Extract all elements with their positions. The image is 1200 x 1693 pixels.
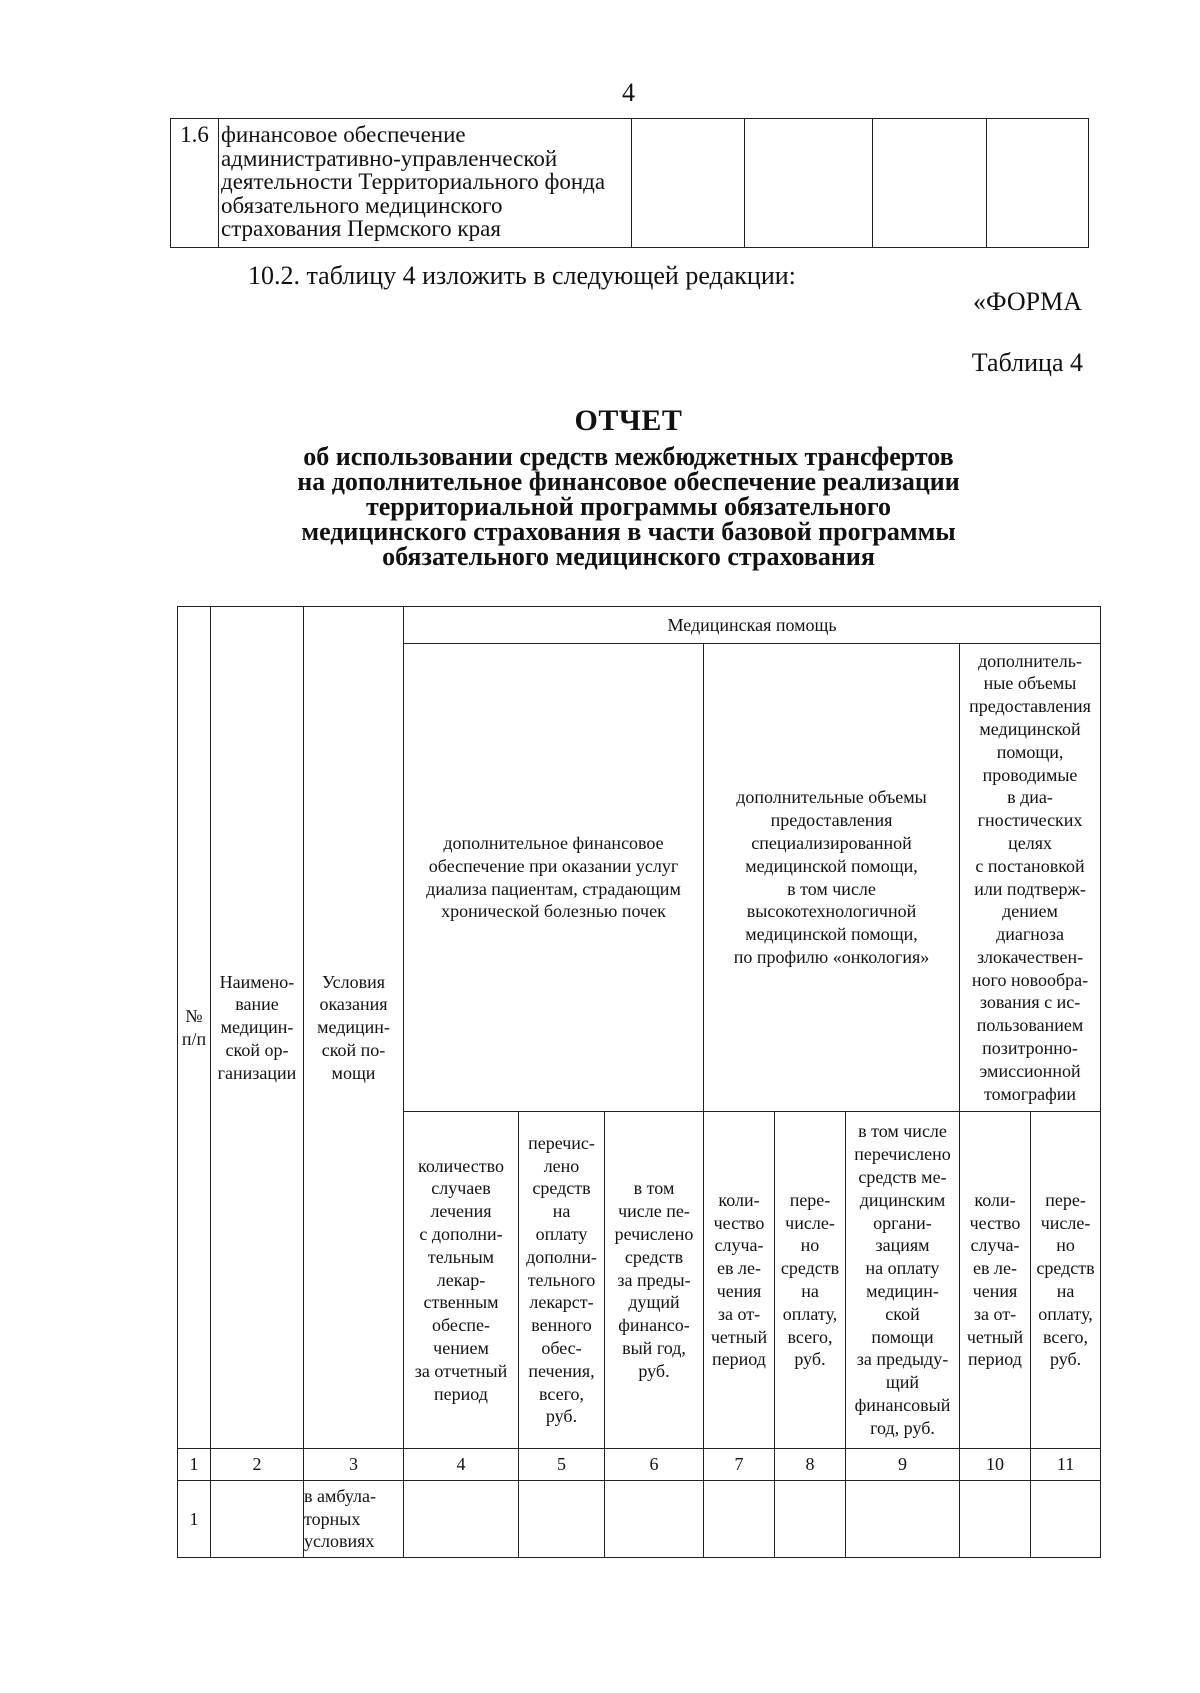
- text-line: территориальной программы обязательного: [365, 492, 891, 521]
- text-line: дущий: [628, 1292, 680, 1313]
- row-description: [219, 119, 632, 248]
- text-line: на оплату: [865, 1258, 940, 1279]
- instruction-text: 10.2. таблицу 4 изложить в следующей редакции:: [248, 261, 796, 290]
- text-line: медицинской помощи,: [745, 924, 918, 945]
- text-line: предоставления: [770, 810, 893, 831]
- report-table: [177, 606, 1101, 1558]
- text-line: органи-: [873, 1212, 932, 1233]
- text-line: Условия: [322, 971, 385, 992]
- text-line: диагноза: [996, 924, 1064, 945]
- text-line: случаев: [431, 1178, 491, 1199]
- text-line: ской по-: [321, 1039, 386, 1060]
- header-medical-care: Медицинская помощь: [404, 607, 1101, 644]
- text-line: за от-: [973, 1303, 1017, 1324]
- text-line: пере-: [789, 1189, 831, 1210]
- text-line: числе-: [785, 1212, 835, 1233]
- text-line: обеспе-: [432, 1315, 490, 1336]
- column-number-row: [178, 1449, 1101, 1481]
- empty-cell: [846, 1481, 960, 1558]
- empty-cell: [605, 1481, 704, 1558]
- text-line: дением: [1002, 901, 1058, 922]
- subheader-col11: [1031, 1112, 1101, 1449]
- text-line: речислено: [614, 1224, 694, 1244]
- text-line: но: [800, 1235, 820, 1256]
- empty-cell: [987, 119, 1089, 248]
- text-line: перечис-: [528, 1132, 595, 1153]
- text-line: за отчетный: [414, 1360, 508, 1381]
- text-line: четный: [966, 1326, 1024, 1347]
- text-line: чением: [433, 1337, 489, 1358]
- text-line: вый год,: [622, 1337, 686, 1358]
- text-line: лечения: [430, 1201, 492, 1222]
- empty-cell: [704, 1481, 775, 1558]
- row-number: 1: [178, 1481, 211, 1558]
- text-line: руб.: [1049, 1349, 1082, 1370]
- text-line: обязательного медицинского страхования: [382, 542, 875, 571]
- column-number: 2: [211, 1449, 304, 1481]
- row-number: 1.6: [171, 119, 219, 248]
- text-line: оплату,: [782, 1303, 838, 1324]
- report-title: ОТЧЕТ: [574, 404, 683, 437]
- text-line: числе пе-: [618, 1201, 690, 1222]
- column-number: 7: [704, 1449, 775, 1481]
- text-line: количество: [418, 1155, 504, 1176]
- text-line: за от-: [717, 1303, 761, 1324]
- text-line: помощи,: [996, 741, 1064, 762]
- text-line: руб.: [638, 1360, 670, 1381]
- text-line: медицин-: [220, 1017, 294, 1038]
- text-line: ственным: [423, 1292, 499, 1313]
- text-line: мощи: [331, 1062, 376, 1083]
- text-line: лекарст-: [529, 1292, 594, 1313]
- text-line: руб.: [545, 1406, 578, 1427]
- text-line: финансо-: [618, 1315, 690, 1336]
- text-line: дицинским: [859, 1189, 946, 1210]
- text-line: по профилю «онкология»: [733, 946, 930, 967]
- text-line: на: [801, 1281, 819, 1301]
- text-line: руб.: [794, 1349, 826, 1370]
- text-line: средств: [532, 1178, 591, 1199]
- text-line: средств: [1036, 1258, 1095, 1279]
- text-line: специализированной: [751, 832, 912, 853]
- text-line: помощи: [871, 1326, 934, 1347]
- text-line: вание: [235, 994, 279, 1015]
- subheader-col7: [704, 1112, 775, 1449]
- text-line: медицин-: [866, 1281, 939, 1301]
- text-line: щий: [885, 1372, 920, 1393]
- text-line: чения: [716, 1281, 762, 1301]
- text-line: злокачествен-: [976, 946, 1084, 967]
- text-line: обеспечение при оказании услуг: [428, 855, 679, 876]
- empty-cell: [960, 1481, 1031, 1558]
- subheader-col6: [605, 1112, 704, 1449]
- text-line: целях: [1008, 832, 1052, 853]
- text-line: проводимые: [982, 764, 1078, 785]
- text-line: медицинского страхования в части базовой программы: [301, 517, 956, 546]
- text-line: на: [1056, 1281, 1075, 1301]
- header-oncology: [704, 644, 960, 1112]
- text-line: финансовый: [854, 1394, 951, 1415]
- text-line: зования с ис-: [979, 992, 1081, 1013]
- text-line: коли-: [974, 1189, 1016, 1210]
- text-line: всего,: [538, 1383, 585, 1404]
- empty-cell: [632, 119, 745, 248]
- column-number: 9: [846, 1449, 960, 1481]
- text-line: оказания: [319, 994, 388, 1015]
- row-condition: [304, 1481, 404, 1558]
- text-line: период: [434, 1383, 488, 1404]
- text-line: административно-управленческой: [221, 145, 558, 171]
- text-line: деятельности Территориального фонда: [221, 169, 606, 194]
- header-num: [178, 607, 211, 1449]
- text-line: период: [968, 1349, 1022, 1370]
- subheader-col9: [846, 1112, 960, 1449]
- text-line: ные объемы: [983, 673, 1077, 694]
- text-line: дополнительное финансовое: [443, 832, 664, 853]
- table-number: Таблица 4: [971, 348, 1083, 377]
- text-line: диализа пациентам, страдающим: [426, 878, 681, 899]
- text-line: позитронно-: [982, 1038, 1078, 1059]
- text-line: но: [1056, 1235, 1075, 1256]
- text-line: медицин-: [317, 1017, 390, 1038]
- text-line: ного новообра-: [971, 969, 1089, 990]
- text-line: ев ле-: [973, 1258, 1017, 1279]
- table-row: [178, 1481, 1101, 1558]
- text-line: в диа-: [1007, 787, 1053, 808]
- text-line: оплату: [535, 1224, 588, 1244]
- column-number: 11: [1031, 1449, 1101, 1481]
- text-line: венного: [531, 1315, 592, 1336]
- empty-cell: [519, 1481, 605, 1558]
- text-line: случа-: [714, 1235, 764, 1256]
- table-row: [171, 119, 1089, 248]
- text-line: п/п: [181, 1028, 207, 1049]
- empty-cell: [1031, 1481, 1101, 1558]
- text-line: за преды-: [617, 1269, 691, 1290]
- header-organization: [211, 607, 304, 1449]
- subheader-col10: [960, 1112, 1031, 1449]
- text-line: чество: [969, 1212, 1021, 1233]
- text-line: в том числе: [787, 878, 876, 899]
- text-line: средств: [624, 1246, 684, 1267]
- column-number: 1: [178, 1449, 211, 1481]
- empty-cell: [211, 1481, 304, 1558]
- empty-cell: [775, 1481, 846, 1558]
- column-number: 3: [304, 1449, 404, 1481]
- text-line: всего,: [787, 1326, 833, 1347]
- text-line: тельным: [427, 1246, 495, 1267]
- text-line: числе-: [1040, 1212, 1091, 1233]
- text-line: торных: [304, 1508, 361, 1529]
- text-line: финансовое обеспечение: [221, 122, 466, 147]
- text-line: в том числе: [858, 1121, 947, 1142]
- text-line: лекар-: [436, 1269, 486, 1290]
- text-line: чения: [972, 1281, 1018, 1301]
- empty-cell: [873, 119, 987, 248]
- text-line: на дополнительное финансовое обеспечение реализации: [297, 467, 960, 496]
- text-line: пользованием: [976, 1015, 1084, 1036]
- subheader-col5: [519, 1112, 605, 1449]
- text-line: ганизации: [217, 1062, 297, 1083]
- text-line: в том: [633, 1178, 675, 1199]
- text-line: на: [552, 1201, 571, 1222]
- text-line: случа-: [970, 1235, 1020, 1256]
- text-line: ской: [885, 1303, 920, 1324]
- text-line: чество: [713, 1212, 765, 1233]
- column-number: 4: [404, 1449, 519, 1481]
- text-line: пере-: [1045, 1189, 1086, 1210]
- text-line: эмиссионной: [979, 1060, 1081, 1081]
- text-line: с постановкой: [975, 855, 1085, 876]
- text-line: период: [712, 1349, 766, 1370]
- subheader-col8: [775, 1112, 846, 1449]
- column-number: 5: [519, 1449, 605, 1481]
- text-line: обязательного медицинского: [221, 192, 503, 218]
- column-number: 6: [605, 1449, 704, 1481]
- report-subtitle: [250, 444, 1007, 569]
- text-line: средств ме-: [858, 1167, 947, 1188]
- top-table: [170, 118, 1089, 248]
- text-line: коли-: [718, 1189, 760, 1210]
- text-line: зациям: [875, 1235, 930, 1256]
- text-line: хронической болезнью почек: [441, 901, 666, 922]
- text-line: обес-: [541, 1337, 582, 1358]
- text-line: четный: [710, 1326, 768, 1347]
- empty-cell: [404, 1481, 519, 1558]
- text-line: гностических: [977, 810, 1083, 831]
- text-line: средств: [780, 1258, 840, 1279]
- text-line: условиях: [304, 1531, 375, 1552]
- text-line: в амбула-: [304, 1485, 377, 1506]
- text-line: год, руб.: [870, 1417, 935, 1438]
- column-number: 10: [960, 1449, 1031, 1481]
- text-line: всего,: [1043, 1326, 1089, 1347]
- empty-cell: [745, 119, 873, 248]
- subheader-col4: [404, 1112, 519, 1449]
- text-line: ской ор-: [225, 1039, 289, 1060]
- page-number: 4: [622, 78, 635, 107]
- text-line: оплату,: [1038, 1303, 1093, 1324]
- text-line: медицинской помощи,: [745, 855, 918, 876]
- header-dialysis: [404, 644, 704, 1112]
- text-line: дополнитель-: [978, 650, 1082, 671]
- text-line: или подтверж-: [974, 878, 1086, 899]
- text-line: высокотехнологичной: [746, 901, 917, 922]
- column-number: 8: [775, 1449, 846, 1481]
- header-conditions: [304, 607, 404, 1449]
- text-line: дополни-: [526, 1246, 597, 1267]
- form-label: «ФОРМА: [973, 287, 1082, 316]
- text-line: за предыду-: [856, 1349, 949, 1370]
- text-line: тельного: [527, 1269, 596, 1290]
- text-line: дополнительные объемы: [736, 787, 927, 808]
- text-line: лено: [543, 1155, 580, 1176]
- text-line: Наимено-: [219, 971, 295, 992]
- text-line: печения,: [528, 1360, 595, 1381]
- table-row: [178, 607, 1101, 644]
- text-line: с дополни-: [419, 1224, 503, 1244]
- header-pet: [960, 644, 1101, 1112]
- text-line: перечислено: [854, 1144, 951, 1165]
- text-line: ев ле-: [717, 1258, 761, 1279]
- text-line: страхования Пермского края: [221, 216, 501, 241]
- text-line: медицинской: [979, 718, 1081, 739]
- text-line: об использовании средств межбюджетных трансфертов: [303, 442, 954, 471]
- text-line: №: [185, 1005, 203, 1026]
- text-line: томографии: [984, 1083, 1077, 1104]
- text-line: предоставления: [969, 696, 1091, 717]
